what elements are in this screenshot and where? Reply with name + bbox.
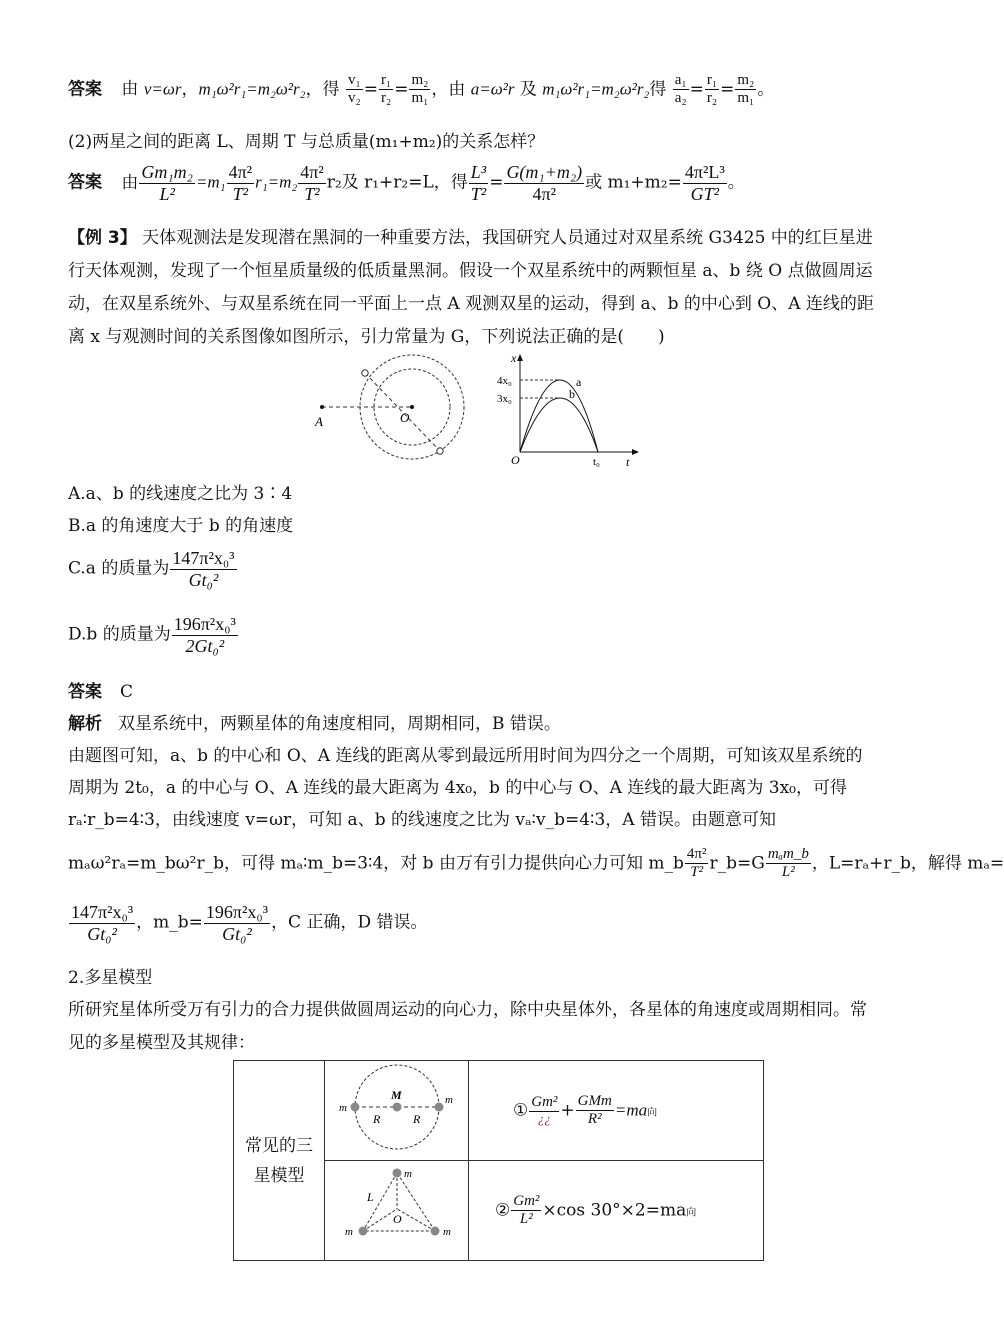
linear-three-star-diagram: [325, 1061, 468, 1155]
point-A-label: A: [315, 414, 323, 429]
star-m-left: m: [339, 1102, 347, 1114]
fraction-L3T2: $\frac{\text{L³}}{\text{T²}}$: [470, 162, 487, 204]
fraction-m: $\frac{\text{m₂}}{\text{m₁}}$: [411, 72, 429, 107]
fraction-ma-result: $\frac{\text{147π²x₀³}}{\text{Gt₀²}}$: [71, 902, 134, 944]
tick-4x0: 4x₀: [497, 375, 512, 387]
table-label-cell: 常见的三星模型: [234, 1061, 325, 1261]
option-A: A.a、b 的线速度之比为 3∶4: [68, 484, 293, 504]
row1-diagram-cell: [325, 1061, 469, 1161]
fraction-mamb-L2: $\frac{\text{mₐm\_b}}{\text{L²}}$: [767, 846, 809, 881]
option-D: D.b 的质量为 $\frac{\text{196π²x₀³}}{\text{2Gt₀²}}$: [68, 614, 236, 656]
analysis-line-3: 周期为 2t₀，a 的中心与 O、A 连线的最大距离为 4x₀，b 的中心与 O、A 连线的最大距离为 3x₀，可得: [68, 778, 847, 798]
row2-diagram-cell: [325, 1161, 469, 1261]
star-m-left: m: [345, 1226, 353, 1238]
section-body: 所研究星体所受万有引力的合力提供做圆周运动的向心力，除中央星体外，各星体的角速度或周期相同。常见的多星模型及其规律：: [68, 1000, 867, 1053]
fraction-option-D: $\frac{\text{196π²x₀³}}{\text{2Gt₀²}}$: [173, 614, 236, 656]
star-m-right: m: [445, 1094, 453, 1106]
example-tag: 【例 3】: [68, 228, 137, 248]
fraction-total-mass: $\frac{\text{G(m₁+m₂)}}{\text{4π²}}$: [506, 162, 583, 204]
radius-R-left: R: [373, 1112, 381, 1126]
analysis-line-6: $\frac{\text{147π²x₀³}}{\text{Gt₀²}}$ ，m_b= $\frac{\text{196π²x₀³}}{\text{Gt₀²}}$ ，C 正确，D 错误。: [71, 902, 428, 944]
tick-3x0: 3x₀: [497, 393, 512, 405]
star-m-top: m: [404, 1168, 412, 1180]
binary-orbit-figure: [300, 350, 490, 465]
option-C: C.a 的质量为 $\frac{\text{147π²x₀³}}{\text{Gt₀²}}$: [68, 548, 235, 590]
fraction-GMm: $\frac{\text{GMm}}{\text{R²}}$: [577, 1092, 612, 1127]
tick-t0: t₀: [593, 456, 600, 468]
example-3-text: 【例 3】 天体观测法是发现潜在黑洞的一种重要方法，我国研究人员通过对双星系统 G3425 中的红巨星进行天体观测，发现了一个恒星质量级的低质量黑洞。假设一个双星系统中的两颗恒星 a、b 绕 O 点做圆周运动，在双星系统外、与双星系统在同一平面上一点 A 观测双星的运动，得到 a、b 的中心到 O、A 连线的距离 x 与观测时间的关系图像如图所示，引力常量为 G，下列说法正确的是( ): [68, 228, 874, 347]
star-M-center: M: [391, 1088, 402, 1102]
center-O-label: O: [393, 1212, 402, 1226]
fraction-a: $\frac{\text{a₁}}{\text{a₂}}$: [674, 72, 687, 107]
answer-label: 答案: [68, 79, 102, 100]
row2-formula-cell: ② $\frac{\text{Gm²}}{\text{L²}}$ ×cos 30°×2=ma向: [469, 1161, 764, 1261]
analysis-line-2: 由题图可知，a、b 的中心和 O、A 连线的距离从零到最远所用时间为四分之一个周期，可知该双星系统的: [68, 746, 863, 766]
analysis-line-4: rₐ∶r_b=4∶3，由线速度 v=ωr，可知 a、b 的线速度之比为 vₐ∶v_b=4∶3，A 错误。由题意可知: [68, 810, 776, 830]
fraction-v: $\frac{\text{v₁}}{\text{v₂}}$: [347, 72, 361, 107]
q2-answer-line: 答案 由 $\frac{\text{Gm₁m₂}}{\text{L²}}$ =m₁ $\frac{\text{4π²}}{\text{T²}}$ r₁=m₂ $\frac{\text{4π²}}{\text{T²}}$ r₂及 r₁+r₂=L，得 $\frac{\text{L³}}{\text{T²}}$ = $\frac{\text{G(m₁+m₂)}}{\text{4π²}}$ 或 m₁+m₂= $\frac{\text{4π²L³}}{\text{GT²}}$ 。: [68, 162, 745, 204]
fraction-4pi-T2: $\frac{\text{4π²}}{\text{T²}}$: [686, 846, 707, 881]
star-m-right: m: [443, 1226, 451, 1238]
radius-R-right: R: [413, 1112, 421, 1126]
fraction-Gm2: $\frac{\text{Gm²}}{¿¿}$: [531, 1093, 558, 1127]
fraction-option-C: $\frac{\text{147π²x₀³}}{\text{Gt₀²}}$: [172, 548, 235, 590]
section-heading: 2.多星模型: [68, 968, 153, 988]
analysis-line-1: 解析 双星系统中，两颗星体的角速度相同，周期相同，B 错误。: [68, 714, 561, 734]
triangle-three-star-diagram: [325, 1161, 468, 1255]
curve-b-label: b: [569, 387, 575, 401]
option-B: B.a 的角速度大于 b 的角速度: [68, 516, 294, 536]
fraction-Gm2-L2: $\frac{\text{Gm²}}{\text{L²}}$: [513, 1192, 540, 1227]
example-answer: 答案 C: [68, 682, 134, 702]
fraction-mb-result: $\frac{\text{196π²x₀³}}{\text{Gt₀²}}$: [205, 902, 269, 944]
curve-a-label: a: [576, 375, 582, 389]
fraction-r2: $\frac{\text{r₁}}{\text{r₂}}$: [706, 72, 718, 107]
row1-formula-cell: ① $\frac{\text{Gm²}}{¿¿}$ + $\frac{\text{GMm}}{\text{R²}}$ =ma向: [469, 1061, 764, 1161]
t-axis-label: t: [626, 455, 630, 469]
fraction-4pi-2: $\frac{\text{4π²}}{\text{T²}}$: [300, 162, 324, 204]
q1-answer-line: 答案 由 v=ωr，m₁ω²r₁=m₂ω²r₂，得 $\frac{\text{v₁}}{\text{v₂}}$ = $\frac{\text{r₁}}{\text{r₂}}$ = $\frac{\text{m₂}}{\text{m₁}}$ ，由 a=ω²r 及 m₁ω²r₁=m₂ω²r₂得 $\frac{\text{a₁}}{\text{a₂}}$ = $\frac{\text{r₁}}{\text{r₂}}$ = $\frac{\text{m₂}}{\text{m₁}}$ 。: [68, 72, 775, 107]
fraction-gravity: $\frac{\text{Gm₁m₂}}{\text{L²}}$: [141, 162, 193, 204]
fraction-m2: $\frac{\text{m₂}}{\text{m₁}}$: [737, 72, 755, 107]
x-axis-label: x: [511, 351, 517, 365]
fraction-4pi: $\frac{\text{4π²}}{\text{T²}}$: [228, 162, 253, 204]
answer-label: 答案: [68, 172, 102, 193]
analysis-line-5: mₐω²rₐ=m_bω²r_b，可得 mₐ∶m_b=3∶4，对 b 由万有引力提供向心力可知 m_b $\frac{\text{4π²}}{\text{T²}}$ r_b=G $\frac{\text{mₐm\_b}}{\text{L²}}$ ，L=rₐ+r_b，解得 mₐ=: [68, 846, 1004, 881]
point-O-label: O: [400, 410, 410, 425]
origin-label: O: [511, 453, 520, 467]
x-t-graph-figure: [497, 352, 647, 470]
fraction-mass-result: $\frac{\text{4π²L³}}{\text{GT²}}$: [684, 162, 725, 204]
fraction-r: $\frac{\text{r₁}}{\text{r₂}}$: [380, 72, 392, 107]
side-L-label: L: [367, 1190, 374, 1204]
q2-question: (2)两星之间的距离 L、周期 T 与总质量(m₁+m₂)的关系怎样？: [68, 132, 545, 152]
three-star-model-table: [233, 1060, 764, 1261]
